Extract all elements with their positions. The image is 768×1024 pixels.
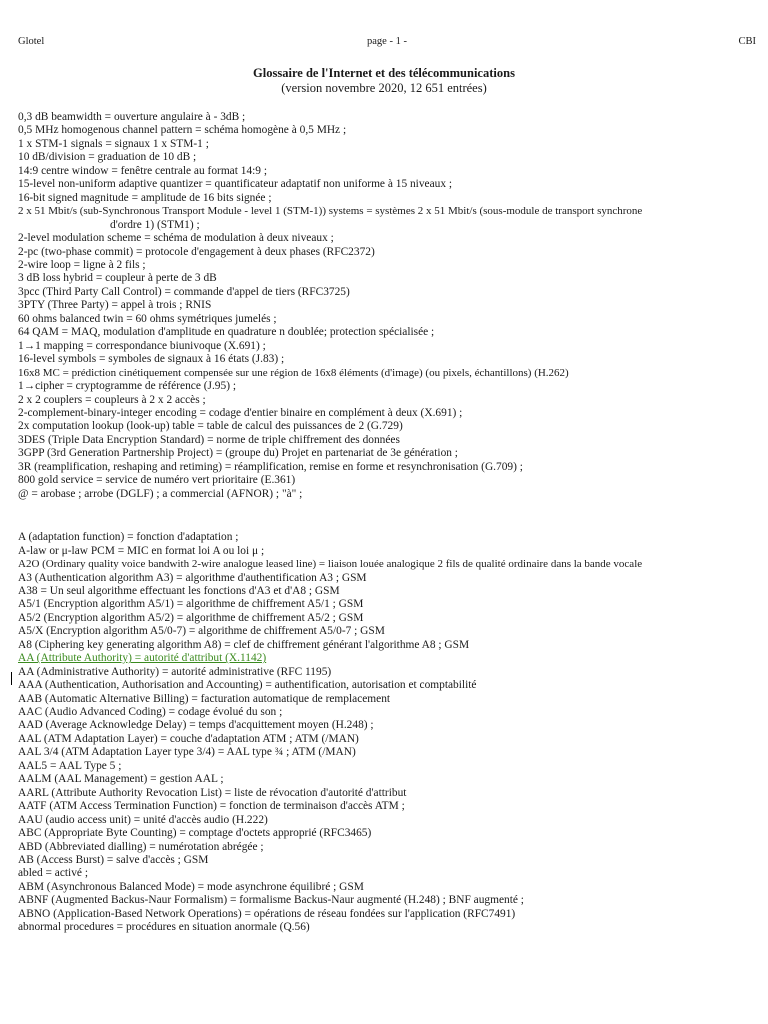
glossary-entry: AAL 3/4 (ATM Adaptation Layer type 3/4) = AAL type ¾ ; ATM (/MAN)	[18, 746, 356, 759]
glossary-entry: AATF (ATM Access Termination Function) = fonction de terminaison d'accès ATM ;	[18, 800, 405, 813]
glossary-entry: 60 ohms balanced twin = 60 ohms symétriques jumelés ;	[18, 312, 277, 325]
section-numeric	[18, 111, 758, 501]
glossary-entry: ABNO (Application-Based Network Operations) = opérations de réseau fondées sur l'application (RFC7491)	[18, 907, 516, 920]
glossary-entry: 3pcc (Third Party Call Control) = commande d'appel de tiers (RFC3725)	[18, 285, 350, 298]
glossary-entry: ABNF (Augmented Backus-Naur Formalism) = formalisme Backus-Naur augmenté (H.248) ; BNF augmenté ;	[18, 894, 524, 907]
glossary-entry: ABD (Abbreviated dialling) = numérotation abrégée ;	[18, 840, 264, 853]
glossary-entry: 10 dB/division = graduation de 10 dB ;	[18, 151, 197, 164]
document-subtitle: (version novembre 2020, 12 651 entrées)	[281, 81, 487, 95]
glossary-entries	[18, 111, 758, 935]
glossary-entry: A-law or μ-law PCM = MIC en format loi A ou loi μ ;	[18, 544, 265, 557]
glossary-entry: AA (Administrative Authority) = autorité administrative (RFC 1195)	[18, 665, 332, 678]
glossary-entry: 800 gold service = service de numéro vert prioritaire (E.361)	[18, 474, 296, 487]
glossary-entry: AAL (ATM Adaptation Layer) = couche d'adaptation ATM ; ATM (/MAN)	[18, 732, 359, 745]
page-header	[18, 36, 756, 50]
glossary-entry: AAU (audio access unit) = unité d'accès audio (H.222)	[18, 813, 268, 826]
glossary-entry: 2-wire loop = ligne à 2 fils ;	[18, 258, 146, 271]
glossary-entry: 2x computation lookup (look-up) table = table de calcul des puissances de 2 (G.729)	[18, 420, 403, 433]
document-title: Glossaire de l'Internet et des télécommunications	[253, 66, 515, 80]
glossary-entry: AARL (Attribute Authority Revocation List) = liste de révocation d'autorité d'attribut	[18, 786, 407, 799]
glossary-entry: A5/X (Encryption algorithm A5/0-7) = algorithme de chiffrement A5/0-7 ; GSM	[18, 625, 385, 638]
glossary-entry: 2-level modulation scheme = schéma de modulation à deux niveaux ;	[18, 232, 334, 245]
glossary-entry: ABM (Asynchronous Balanced Mode) = mode asynchrone équilibré ; GSM	[18, 880, 364, 893]
glossary-entry: abled = activé ;	[18, 867, 88, 880]
glossary-entry: 2-complement-binary-integer encoding = codage d'entier binaire en complément à deux (X.691) ;	[18, 406, 463, 419]
glossary-entry: 2 x 51 Mbit/s (sub-Synchronous Transport Module - level 1 (STM-1)) systems = systèmes 2 x 51 Mbit/s (sous-module de transport synchrone	[18, 205, 643, 218]
glossary-entry: 14:9 centre window = fenêtre centrale au format 14:9 ;	[18, 164, 268, 177]
glossary-entry: AAL5 = AAL Type 5 ;	[18, 759, 122, 772]
glossary-entry: 16-bit signed magnitude = amplitude de 16 bits signée ;	[18, 191, 272, 204]
glossary-entry: 1→cipher = cryptogramme de référence (J.95) ;	[18, 380, 237, 393]
glossary-entry: 2 x 2 couplers = coupleurs à 2 x 2 accès ;	[18, 393, 206, 406]
glossary-entry: AAB (Automatic Alternative Billing) = facturation automatique de remplacement	[18, 692, 391, 705]
glossary-entry: abnormal procedures = procédures en situation anormale (Q.56)	[18, 921, 310, 934]
glossary-entry: 0,5 MHz homogenous channel pattern = schéma homogène à 0,5 MHz ;	[18, 124, 347, 137]
glossary-entry: ABC (Appropriate Byte Counting) = comptage d'octets approprié (RFC3465)	[18, 827, 372, 840]
glossary-entry: 3R (reamplification, reshaping and retiming) = réamplification, remise en forme et resynchronisation (G.709) ;	[18, 460, 523, 473]
glossary-entry: 3PTY (Three Party) = appel à trois ; RNIS	[18, 299, 212, 312]
section-a	[18, 531, 758, 935]
glossary-entry: 16-level symbols = symboles de signaux à 16 états (J.83) ;	[18, 353, 285, 366]
glossary-entry: A8 (Ciphering key generating algorithm A8) = clef de chiffrement générant l'algorithme A8 ; GSM	[18, 638, 470, 651]
glossary-entry: A (adaptation function) = fonction d'adaptation ;	[18, 531, 239, 544]
glossary-entry: 15-level non-uniform adaptive quantizer = quantificateur adaptatif non uniforme à 15 niveaux ;	[18, 178, 453, 191]
glossary-entry: 0,3 dB beamwidth = ouverture angulaire à - 3dB ;	[18, 111, 246, 123]
glossary-entry-continuation: d'ordre 1) (STM1) ;	[110, 218, 200, 231]
glossary-entry: A5/1 (Encryption algorithm A5/1) = algorithme de chiffrement A5/1 ; GSM	[18, 598, 364, 611]
glossary-entry: AAD (Average Acknowledge Delay) = temps d'acquittement moyen (H.248) ;	[18, 719, 374, 732]
header-left: Glotel	[18, 36, 45, 47]
glossary-entry: 3 dB loss hybrid = coupleur à perte de 3 dB	[18, 272, 217, 285]
glossary-entry-selected[interactable]	[18, 652, 758, 665]
glossary-entry: 3GPP (3rd Generation Partnership Project) = (groupe du) Projet en partenariat de 3e génération ;	[18, 447, 458, 460]
glossary-entry: A38 = Un seul algorithme effectuant les fonctions d'A3 et d'A8 ; GSM	[18, 584, 340, 597]
glossary-entry: 1 x STM-1 signals = signaux 1 x STM-1 ;	[18, 137, 209, 150]
glossary-entry: AALM (AAL Management) = gestion AAL ;	[18, 773, 224, 786]
glossary-entry: A2O (Ordinary quality voice bandwith 2-wire analogue leased line) = liaison louée analogique 2 fils de qualité ordinaire dans la bande vocale	[18, 558, 643, 571]
glossary-entry: 16x8 MC = prédiction cinétiquement compensée sur une région de 16x8 éléments (d'image) (ou pixels, échantillons) (H.262)	[18, 366, 569, 379]
selected-text[interactable]: AA (Attribute Authority) = autorité d'attribut (X.1142)	[18, 652, 267, 665]
glossary-entry: 2-pc (two-phase commit) = protocole d'engagement à deux phases (RFC2372)	[18, 245, 375, 258]
glossary-entry: 3DES (Triple Data Encryption Standard) = norme de triple chiffrement des données	[18, 433, 400, 446]
glossary-entry: 1→1 mapping = correspondance biunivoque (X.691) ;	[18, 339, 266, 352]
header-page-number: page - 1 -	[367, 36, 407, 47]
header-right: CBI	[738, 36, 756, 47]
glossary-entry: 64 QAM = MAQ, modulation d'amplitude en quadrature n doublée; protection spécialisée ;	[18, 326, 435, 339]
glossary-entry: AAC (Audio Advanced Coding) = codage évolué du son ;	[18, 706, 283, 719]
text-cursor	[11, 672, 12, 685]
glossary-entry: AAA (Authentication, Authorisation and Accounting) = authentification, autorisation et comptabilité	[18, 679, 477, 692]
glossary-entry: A5/2 (Encryption algorithm A5/2) = algorithme de chiffrement A5/2 ; GSM	[18, 611, 364, 624]
glossary-entry: A3 (Authentication algorithm A3) = algorithme d'authentification A3 ; GSM	[18, 571, 367, 584]
glossary-entry: @ = arobase ; arrobe (DGLF) ; a commercial (AFNOR) ; "à" ;	[18, 487, 303, 500]
glossary-entry: AB (Access Burst) = salve d'accès ; GSM	[18, 854, 209, 867]
section-gap	[18, 501, 758, 531]
